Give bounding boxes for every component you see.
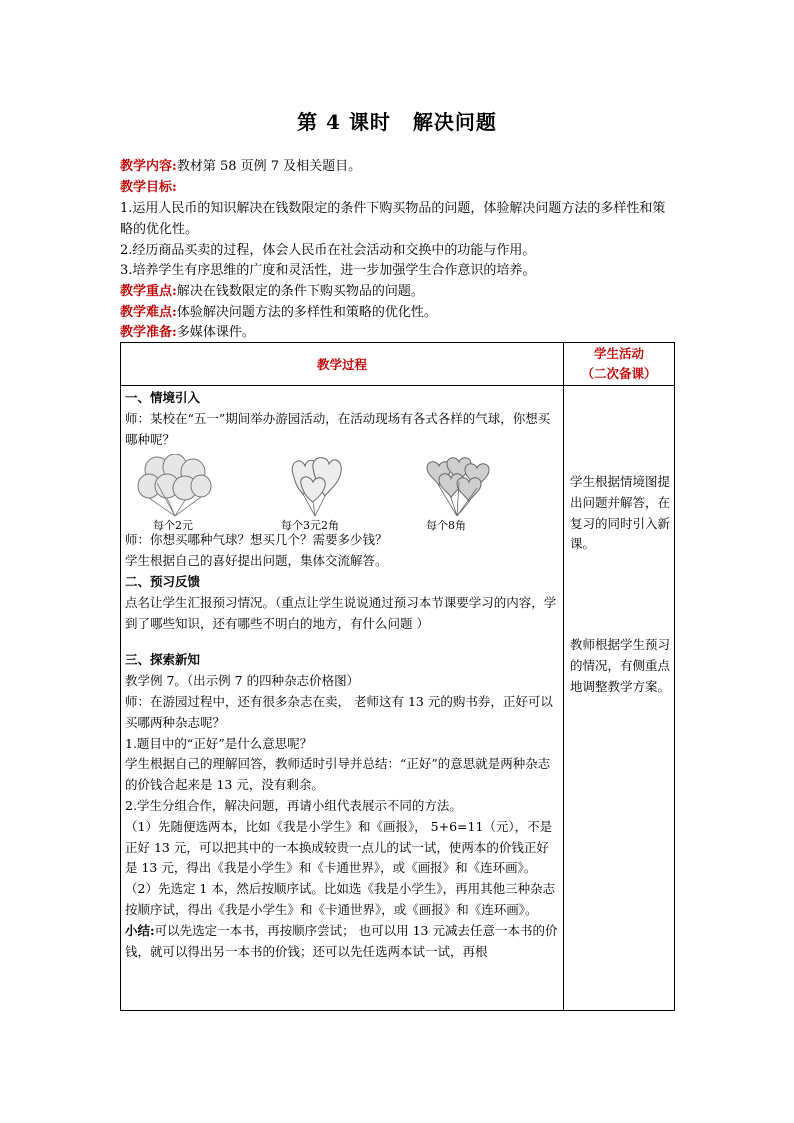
paragraph-7: 1.题目中的“正好”是什么意思呢？	[125, 735, 313, 751]
paragraph-3: 学生根据自己的喜好提出问题，集体交流解答。	[125, 553, 388, 569]
header-student-activity	[564, 343, 675, 386]
teaching-content-label: 教学内容:	[120, 159, 177, 174]
teaching-goals-label-row	[120, 177, 680, 198]
lesson-number: 第 4 课时	[297, 110, 391, 134]
balloon-illustration	[125, 454, 559, 533]
table-header-row	[121, 343, 675, 386]
teaching-preparation	[120, 322, 680, 343]
side-spacer-2	[570, 555, 670, 635]
paragraph-9: 2.学生分组合作，解决问题，再请小组代表展示不同的方法。	[125, 797, 462, 813]
paragraph-8: 学生根据自己的理解回答，教师适时引导并总结：“正好”的意思就是两种杂志的价钱合起来是 13 元，没有剩余。	[125, 756, 551, 793]
side-spacer-1	[570, 388, 670, 472]
paragraph-10: （1）先随便选两本，比如《我是小学生》和《画报》， 5+6=11（元），不是正好 13 元，可以把其中的一本换成较贵一点儿的试一试，使两本的价钱正好是 13 元，得出《我是小学生》和《卡通世界》，或《画报》和《连环画》。	[125, 818, 553, 876]
table-body-row	[121, 386, 675, 1011]
teaching-key-point	[120, 281, 680, 302]
balloon-caption-1: 每个2元	[153, 519, 193, 533]
round-balloons-icon	[135, 454, 215, 518]
paragraph-2: 师：你想买哪种气球？想买几个？需要多少钱？	[125, 532, 388, 548]
paragraph-4: 点名让学生汇报预习情况。（重点让学生说说通过预习本节课要学习的内容，学到了哪些知识，还有哪些不明白的地方，有什么问题 ）	[125, 594, 557, 631]
summary	[125, 921, 559, 963]
lesson-table	[120, 342, 675, 1011]
spacer	[125, 634, 559, 650]
teaching-goal-3: 3.培养学生有序思维的广度和灵活性，进一步加强学生合作意识的培养。	[120, 263, 536, 278]
section-2-heading: 二、预习反馈	[125, 573, 201, 589]
header-side-line2: （二次备课）	[581, 366, 657, 381]
summary-label: 小结:	[125, 922, 155, 938]
teaching-content-text: 教材第 58 页例 7 及相关题目。	[176, 159, 362, 174]
student-activity-cell	[564, 386, 675, 1011]
section-3-heading: 三、探索新知	[125, 652, 201, 668]
side-note-2: 教师根据学生预习的情况，有侧重点地调整教学方案。	[570, 637, 671, 694]
paragraph-5: 教学例 7。（出示例 7 的四种杂志价格图）	[125, 673, 360, 689]
key-point-text: 解决在钱数限定的条件下购买物品的问题。	[176, 284, 424, 299]
header-teaching-process: 教学过程	[121, 343, 564, 386]
paragraph-11: （2）先选定 1 本，然后按顺序试。比如选《我是小学生》，再用其他三种杂志按顺序试，得出《我是小学生》和《卡通世界》，或《画报》和《连环画》。	[125, 881, 556, 917]
summary-text: 可以先选定一本书，再按顺序尝试； 也可以用 13 元减去任意一本书的价钱，就可以得出另一本书的价钱；还可以先任选两本试一试，再根	[125, 922, 558, 959]
balloon-caption-3: 每个8角	[426, 519, 466, 533]
page-title	[0, 106, 794, 135]
difficulty-label: 教学难点:	[120, 305, 177, 320]
teaching-goals-label: 教学目标:	[120, 180, 177, 195]
teaching-process-cell	[121, 386, 564, 1011]
teaching-goal-1: 1.运用人民币的知识解决在钱数限定的条件下购买物品的问题，体验解决问题方法的多样性和策略的优化性。	[120, 201, 666, 237]
lesson-topic: 解决问题	[412, 110, 497, 134]
teaching-goal-2: 2.经历商品买卖的过程，体会人民币在社会活动和交换中的功能与作用。	[120, 243, 536, 258]
heart-balloons-icon	[419, 454, 493, 518]
teaching-content	[120, 156, 680, 177]
key-point-label: 教学重点:	[120, 284, 177, 299]
paragraph-6: 师：在游园过程中，还有很多杂志在卖， 老师这有 13 元的购书券，正好可以买哪两种杂志呢？	[125, 693, 553, 730]
side-note-1: 学生根据情境图提出问题并解答，在复习的同时引入新课。	[570, 474, 671, 552]
shaped-balloons-icon	[283, 454, 353, 518]
difficulty-text: 体验解决问题方法的多样性和策略的优化性。	[176, 305, 437, 320]
paragraph-1: 师：某校在“五一”期间举办游园活动，在活动现场有各式各样的气球，你想买哪种呢？	[125, 410, 551, 447]
preparation-text: 多媒体课件。	[176, 325, 255, 340]
preparation-label: 教学准备:	[120, 325, 177, 340]
header-side-line1: 学生活动	[593, 346, 644, 361]
section-1-heading: 一、情境引入	[125, 390, 201, 405]
teaching-difficulty	[120, 302, 680, 323]
balloon-caption-2: 每个3元2角	[281, 519, 339, 533]
